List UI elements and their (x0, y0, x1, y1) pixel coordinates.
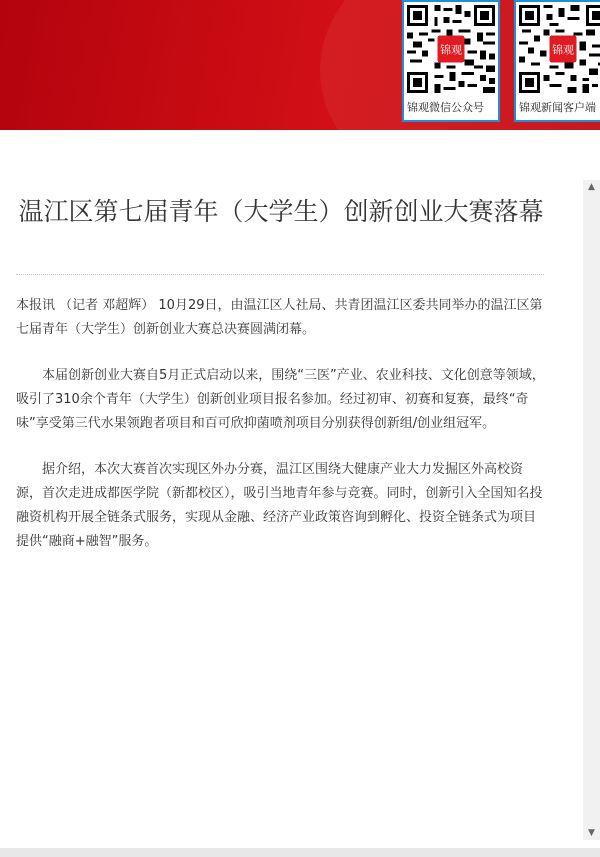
wechat-qr-card[interactable] (402, 0, 500, 122)
app-qr-code-icon (519, 5, 600, 93)
article-body (16, 294, 546, 576)
article-paragraph-2: 本届创新创业大赛自5月正式启动以来，围绕“三医”产业、农业科技、文化创意等领域，吸引了310余个青年（大学生）创新创业项目报名参加。经过初审、初赛和复赛，最终“奇味”享受第三代水果领跑者项目和百可欣抑菌喷剂项目分别获得创新组/创业组冠军。 (16, 368, 545, 431)
horizontal-scrollbar[interactable] (0, 848, 600, 857)
article-paragraph-3: 据介绍，本次大赛首次实现区外办分赛，温江区围绕大健康产业大力发掘区外高校资源，首次走进成都医学院（新都校区），吸引当地青年参与竞赛。同时，创新引入全国知名投融资机构开展全链条式服务，实现从金融、经济产业政策咨询到孵化、投资全链条式为项目提供“融商+融智”服务。 (16, 462, 543, 549)
svg-text:锦观: 锦观 (552, 43, 574, 57)
app-qr-caption: 锦观新闻客户端 (519, 101, 596, 114)
article-title: 温江区第七届青年（大学生）创新创业大赛落幕 (18, 197, 544, 226)
article-paragraph-1: 本报讯 （记者 邓超辉） 10月29日，由温江区人社局、共青团温江区委共同举办的温江区第七届青年（大学生）创新创业大赛总决赛圆满闭幕。 (16, 298, 543, 337)
app-qr-card[interactable] (514, 0, 600, 122)
vertical-scrollbar[interactable] (583, 180, 600, 840)
scroll-down-arrow-icon[interactable]: ▼ (588, 828, 595, 838)
title-divider (16, 274, 544, 275)
wechat-qr-caption: 锦观微信公众号 (407, 101, 484, 114)
wechat-qr-code-icon (407, 5, 495, 93)
svg-text:锦观: 锦观 (440, 43, 462, 57)
scroll-up-arrow-icon[interactable]: ▲ (588, 182, 595, 192)
header-banner (0, 0, 600, 130)
